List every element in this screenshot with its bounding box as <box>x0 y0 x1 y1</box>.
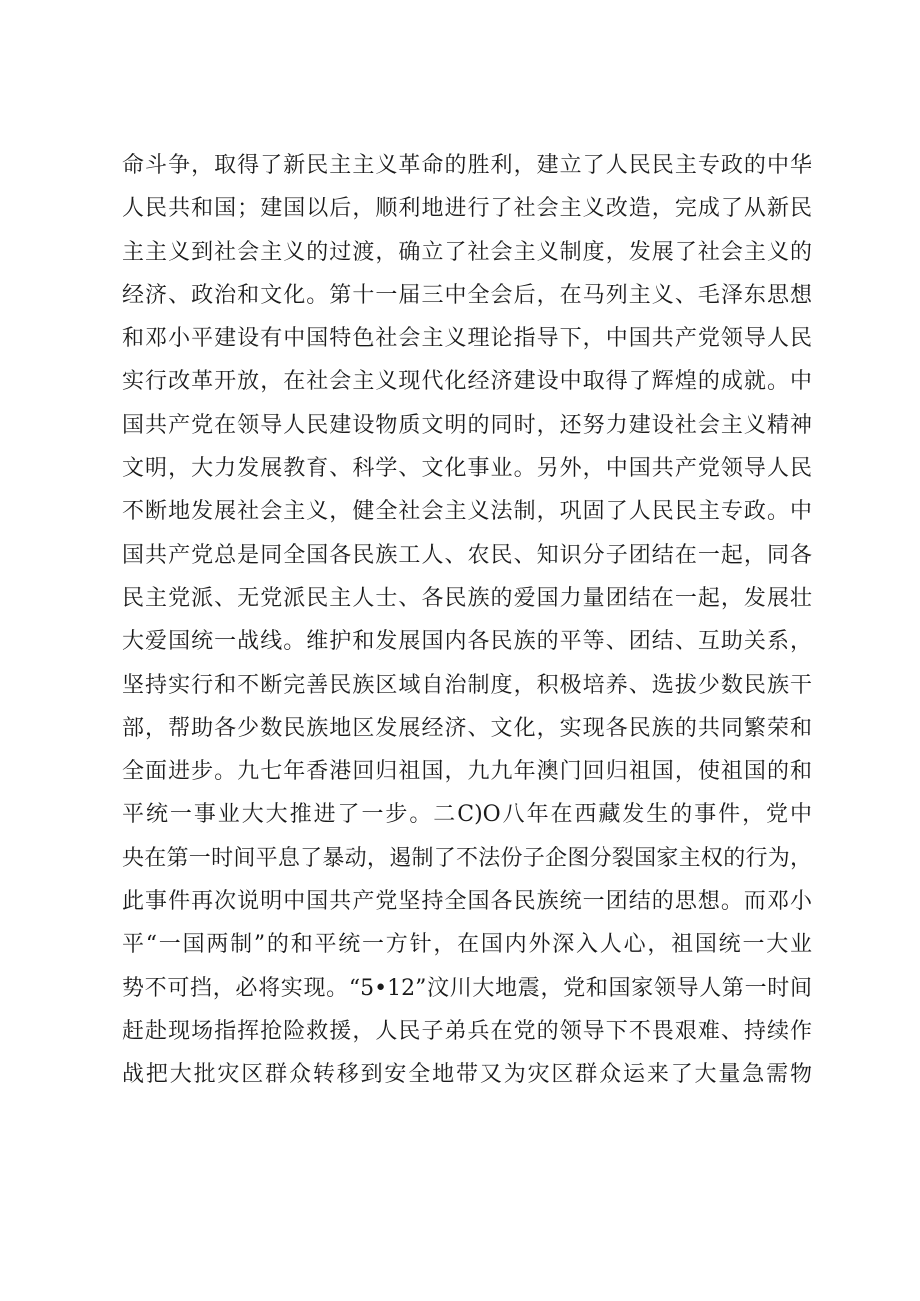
body-paragraph <box>122 144 812 1097</box>
text-line: 全面进步。九七年香港回归祖国，九九年澳门回归祖国，使祖国的和 <box>122 759 812 785</box>
text-line: 命斗争，取得了新民主主义革命的胜利，建立了人民民主专政的中华 <box>122 153 812 178</box>
text-line: 势不可挡，必将实现。“5•12”汶川大地震，党和国家领导人第一时间 <box>122 975 812 1001</box>
text-line: 部，帮助各少数民族地区发展经济、文化，实现各民族的共同繁荣和 <box>122 715 812 741</box>
text-line: 央在第一时间平息了暴动，遏制了不法份子企图分裂国家主权的行为， <box>122 845 812 871</box>
text-line: 大爱国统一战线。维护和发展国内各民族的平等、团结、互助关系， <box>122 629 812 655</box>
text-line: 实行改革开放，在社会主义现代化经济建设中取得了辉煌的成就。中 <box>122 369 812 395</box>
text-line: 不断地发展社会主义，健全社会主义法制，巩固了人民民主专政。中 <box>122 499 812 525</box>
text-line: 平统一事业大大推进了一步。二C)O八年在西藏发生的事件，党中 <box>122 802 812 828</box>
text-line: 文明，大力发展教育、科学、文化事业。另外，中国共产党领导人民 <box>122 456 812 482</box>
text-line: 赶赴现场指挥抢险救援，人民子弟兵在党的领导下不畏艰难、持续作 <box>122 1018 812 1044</box>
text-line: 经济、政治和文化。第十一届三中全会后，在马列主义、毛泽东思想 <box>122 282 812 308</box>
text-line: 民主党派、无党派民主人士、各民族的爱国力量团结在一起，发展壮 <box>122 585 812 611</box>
text-line: 此事件再次说明中国共产党坚持全国各民族统一团结的思想。而邓小 <box>122 889 812 915</box>
text-line: 坚持实行和不断完善民族区域自治制度，积极培养、选拔少数民族干 <box>122 672 812 698</box>
text-line: 和邓小平建设有中国特色社会主义理论指导下，中国共产党领导人民 <box>122 326 812 352</box>
text-line: 国共产党总是同全国各民族工人、农民、知识分子团结在一起，同各 <box>122 542 812 568</box>
text-line: 人民共和国；建国以后，顺利地进行了社会主义改造，完成了从新民 <box>122 196 812 222</box>
text-line: 国共产党在领导人民建设物质文明的同时，还努力建设社会主义精神 <box>122 412 812 438</box>
text-line: 平“一国两制”的和平统一方针，在国内外深入人心，祖国统一大业 <box>122 932 812 958</box>
text-line: 战把大批灾区群众转移到安全地带又为灾区群众运来了大量急需物 <box>122 1062 812 1088</box>
text-line: 主主义到社会主义的过渡，确立了社会主义制度，发展了社会主义的 <box>122 239 812 265</box>
